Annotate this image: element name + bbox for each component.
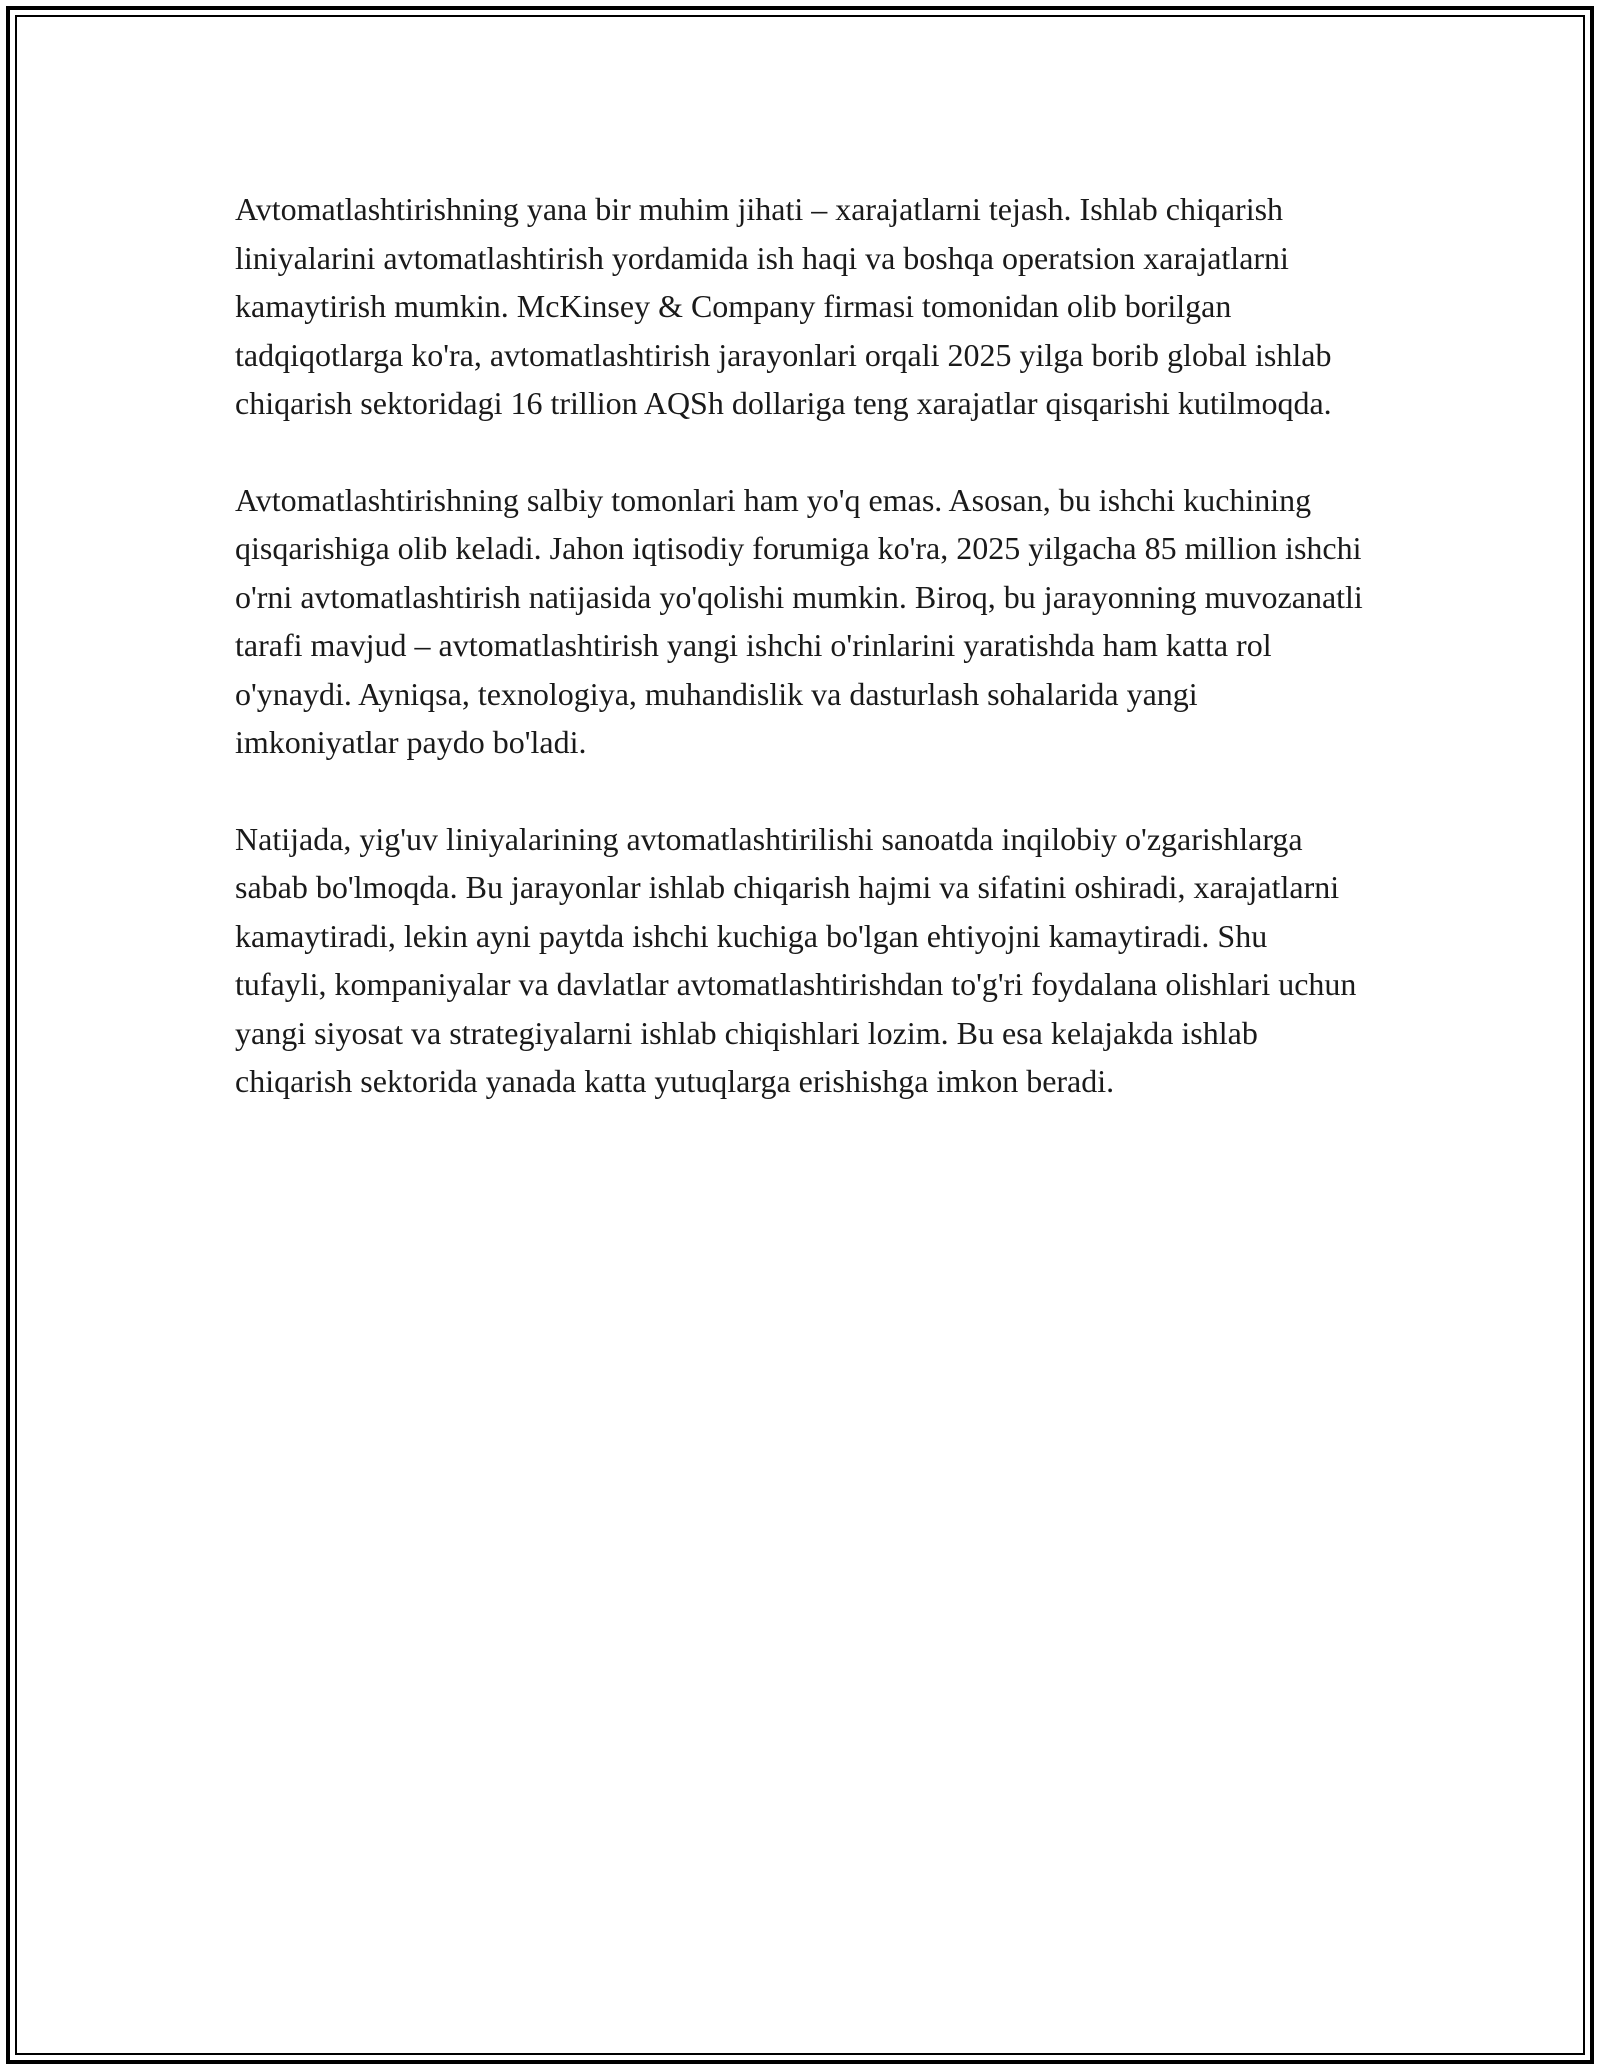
paragraph-cost-savings: Avtomatlashtirishning yana bir muhim jihati – xarajatlarni tejash. Ishlab chiqarish liniyalarini avtomatlashtirish yordamida ish haqi va boshqa operatsion xarajatlarni kamaytirish mumkin. McKinsey & Company firmasi tomonidan olib borilgan tadqiqotlarga ko'ra, avtomatlashtirish jarayonlari orqali 2025 yilga borib global ishlab chiqarish sektoridagi 16 trillion AQSh dollariga teng xarajatlar qisqarishi kutilmoqda. [235, 191, 1332, 421]
paragraph-conclusion: Natijada, yig'uv liniyalarining avtomatlashtirilishi sanoatda inqilobiy o'zgarishlarga sabab bo'lmoqda. Bu jarayonlar ishlab chiqarish hajmi va sifatini oshiradi, xarajatlarni kamaytiradi, lekin ayni paytda ishchi kuchiga bo'lgan ehtiyojni kamaytiradi. Shu tufayli, kompaniyalar va davlatlar avtomatlashtirishdan to'g'ri foydalana olishlari uchun yangi siyosat va strategiyalarni ishlab chiqishlari lozim. Bu esa kelajakda ishlab chiqarish sektorida yanada katta yutuqlarga erishishga imkon beradi. [235, 820, 1357, 1099]
document-body [235, 185, 1365, 1154]
paragraph-negative-aspects: Avtomatlashtirishning salbiy tomonlari ham yo'q emas. Asosan, bu ishchi kuchining qisqarishiga olib keladi. Jahon iqtisodiy forumiga ko'ra, 2025 yilgacha 85 million ishchi o'rni avtomatlashtirish natijasida yo'qolishi mumkin. Biroq, bu jarayonning muvozanatli tarafi mavjud – avtomatlashtirish yangi ishchi o'rinlarini yaratishda ham katta rol o'ynaydi. Ayniqsa, texnologiya, muhandislik va dasturlash sohalarida yangi imkoniyatlar paydo bo'ladi. [235, 481, 1363, 760]
